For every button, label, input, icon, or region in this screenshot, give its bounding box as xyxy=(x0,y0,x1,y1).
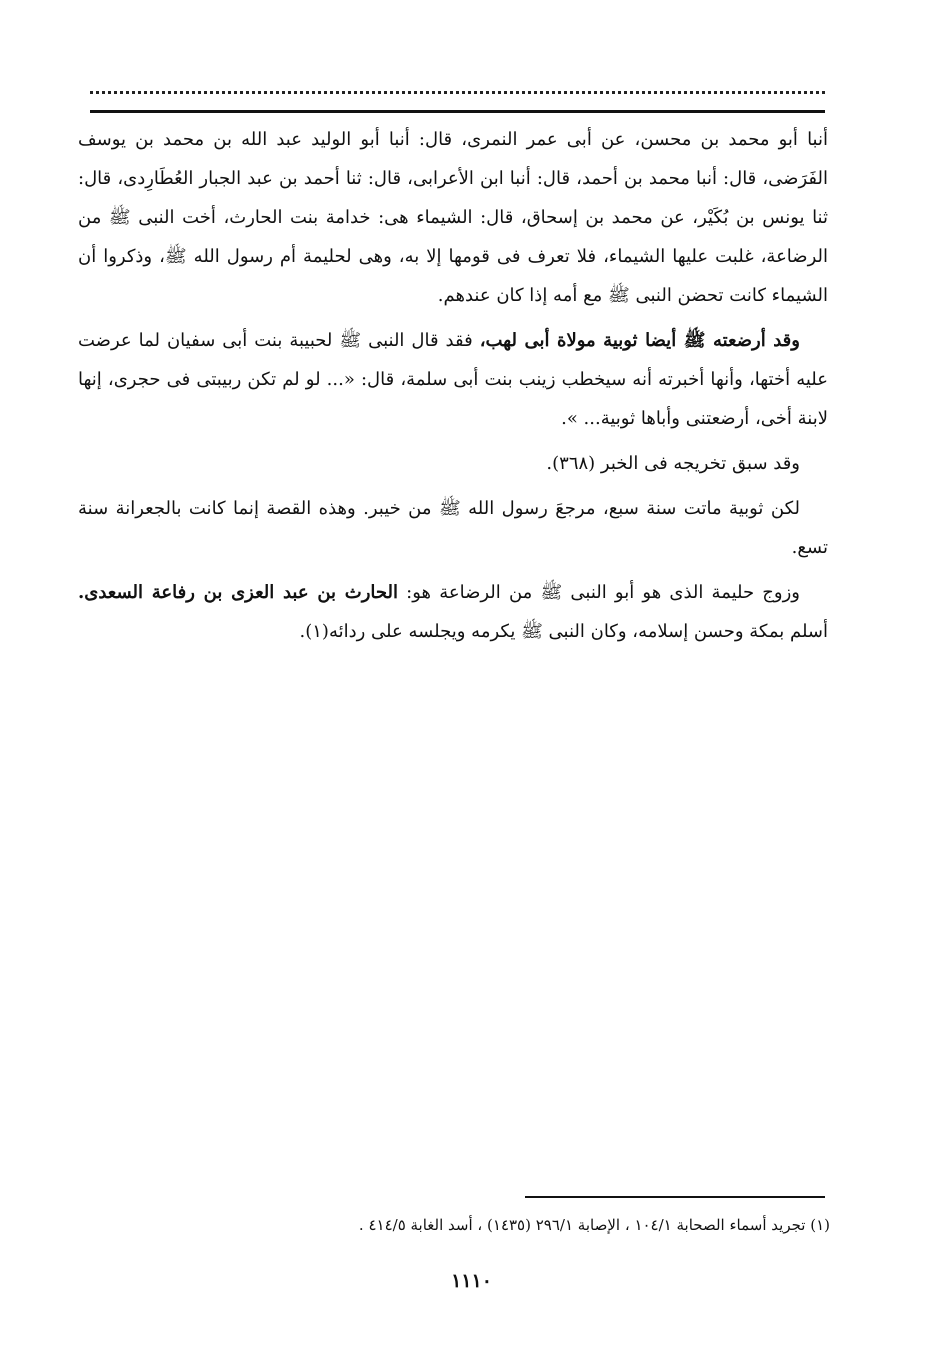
body-text xyxy=(78,120,828,657)
paragraph-bold-text: وقد أرضعته ﷺ أيضا ثوبية مولاة أبى لهب، xyxy=(479,330,800,351)
paragraph-text: أسلم بمكة وحسن إسلامه، وكان النبى ﷺ يكرمه ويجلسه على ردائه(١). xyxy=(299,621,828,642)
page-number: ١١١٠ xyxy=(451,1270,492,1292)
paragraph xyxy=(78,573,828,651)
header-dotted-line xyxy=(90,80,825,94)
paragraph xyxy=(78,489,828,567)
footnote-rule xyxy=(525,1196,825,1198)
paragraph-bold-text: الحارث بن عبد العزى بن رفاعة السعدى. xyxy=(78,582,398,603)
header-rule xyxy=(90,110,825,113)
paragraph xyxy=(78,321,828,438)
paragraph-text: لكن ثوبية ماتت سنة سبع، مرجعَ رسول الله ﷺ من خيبر. وهذه القصة إنما كانت بالجعرانة سنة تسع. xyxy=(78,498,828,558)
paragraph-text: وقد سبق تخريجه فى الخبر (٣٦٨). xyxy=(546,453,800,474)
paragraph-text: فقد قال النبى ﷺ لحبيبة بنت أبى سفيان لما عرضت عليه أختها، وأنها أخبرته أنه سيخطب زينب بنت أبى سلمة، قال: «... لو لم تكن ربيبتى فى حجرى، إنها لابنة أخى، أرضعتنى وأباها ثوبية... ». xyxy=(78,330,828,429)
footnote: (١) تجريد أسماء الصحابة ١٠٤/١ ، الإصابة ٢٩٦/١ (١٤٣٥) ، أسد الغابة ٤١٤/٥ . xyxy=(358,1216,830,1234)
paragraph-text: وزوج حليمة الذى هو أبو النبى ﷺ من الرضاعة هو: xyxy=(397,582,800,603)
paragraph xyxy=(78,444,828,483)
paragraph xyxy=(78,120,828,315)
paragraph-text: أنبا أبو محمد بن محسن، عن أبى عمر النمرى، قال: أنبا أبو الوليد عبد الله بن محمد بن يوسف الفَرَضى، قال: أنبا محمد بن أحمد، قال: أنبا ابن الأعرابى، قال: ثنا أحمد بن عبد الجبار العُطَارِدى، قال: ثنا يونس بن بُكَيْر، عن محمد بن إسحاق، قال: الشيماء هى: خدامة بنت الحارث، أخت النبى ﷺ من الرضاعة، غلبت عليها الشيماء، فلا تعرف فى قومها إلا به، وهى لحليمة أم رسول الله ﷺ، وذكروا أن الشيماء كانت تحضن النبى ﷺ مع أمه إذا كان عندهم. xyxy=(78,129,828,306)
